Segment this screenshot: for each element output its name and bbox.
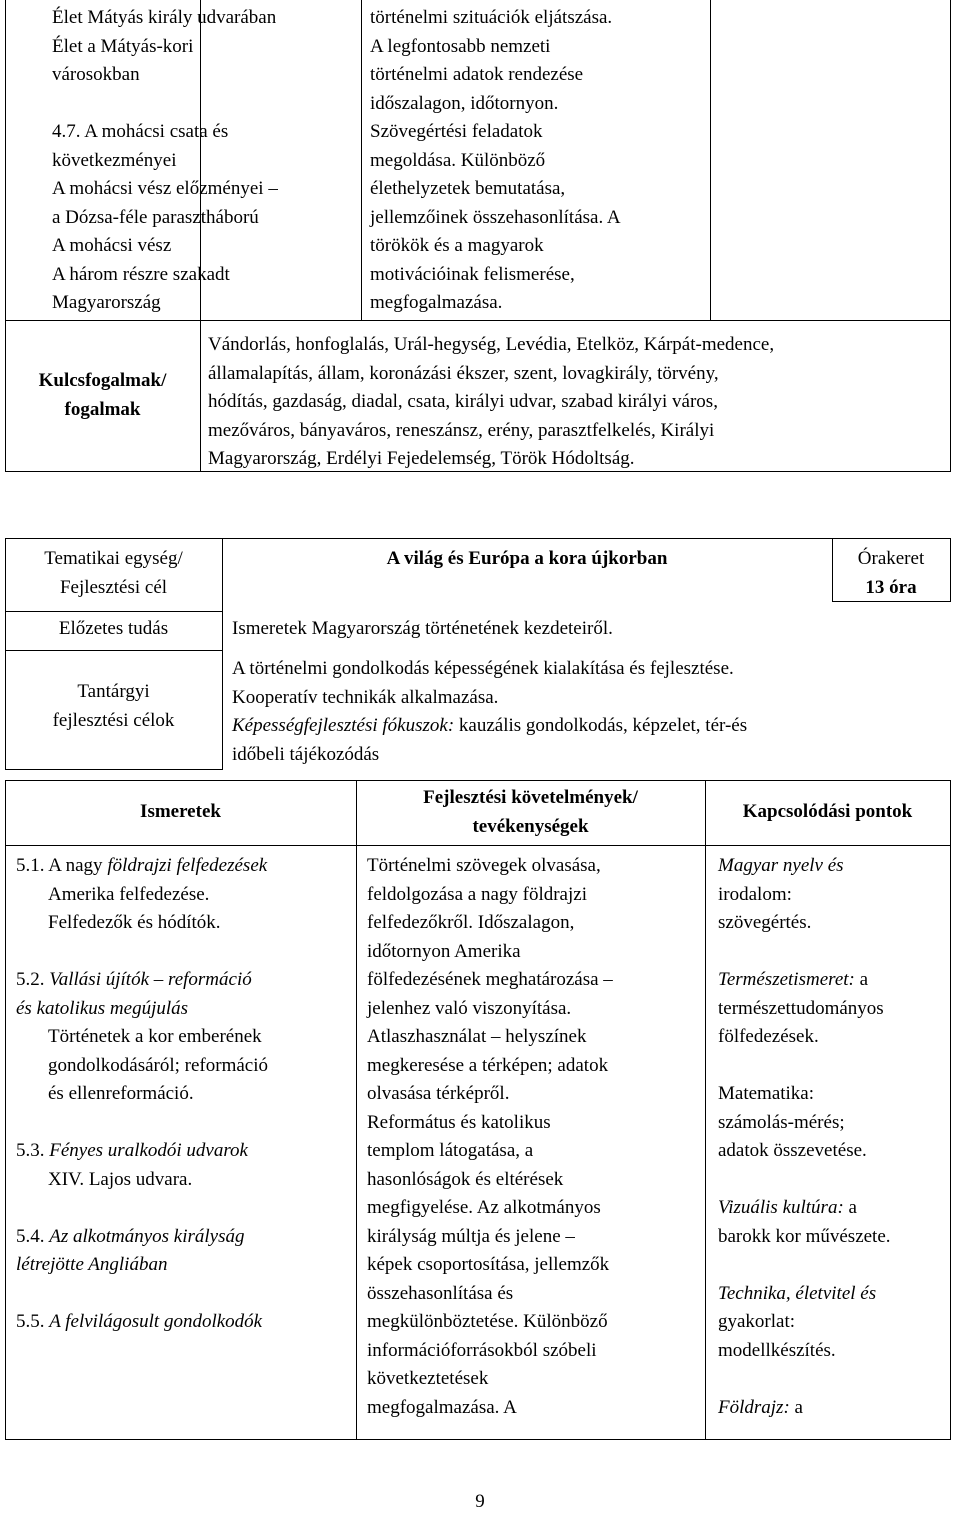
- requirements-line: időtornyon Amerika: [367, 940, 521, 962]
- connection-subject: Matematika:: [718, 1083, 815, 1104]
- spacer: [16, 1109, 268, 1138]
- t2-goals-label-line: fejlesztési célok: [52, 709, 175, 731]
- t1-concepts-line: Vándorlás, honfoglalás, Urál-hegység, Levédia, Etelköz, Kárpát-medence,: [208, 334, 775, 355]
- t2-hours-cell: [832, 545, 950, 602]
- spacer: [718, 1365, 891, 1394]
- knowledge-subitem: Amerika felfedezése.: [48, 883, 210, 905]
- t3-knowledge-cell: [16, 852, 268, 1337]
- section-title-cont: létrejötte Angliában: [16, 1254, 168, 1275]
- t1-left-line: A mohácsi vész: [52, 235, 172, 256]
- page-number: 9: [475, 1491, 485, 1512]
- knowledge-section-5-4: [16, 1223, 268, 1252]
- connection-subject-cont: irodalom:: [718, 883, 792, 905]
- connection-subject-cont: gyakorlat:: [718, 1311, 796, 1332]
- t2-hours-value: 13 óra: [865, 576, 917, 598]
- connection-subject: Magyar nyelv és: [718, 855, 844, 876]
- connection-subject: Földrajz:: [718, 1396, 790, 1418]
- requirements-line: hasonlóságok és eltérések: [367, 1168, 564, 1190]
- t1-left-line: 4.7. A mohácsi csata és: [52, 121, 229, 142]
- knowledge-subitem: gondolkodásáról; reformáció: [48, 1054, 269, 1076]
- t1-concepts-label-line: Kulcsfogalmak/: [38, 370, 167, 391]
- t2-hours-label: Órakeret: [857, 548, 925, 569]
- t1-mid-line: élethelyzetek bemutatása,: [370, 178, 566, 199]
- t2-goals-focus-text: kauzális gondolkodás, képzelet, tér-és: [454, 715, 748, 736]
- t1-col-divider-2: [361, 0, 362, 320]
- t2-goals-label: [5, 678, 222, 735]
- knowledge-subitem: Történetek a kor emberének: [48, 1026, 262, 1047]
- t2-goals-label-line: Tantárgyi: [77, 681, 150, 702]
- knowledge-section-5-1: [16, 852, 268, 881]
- requirements-line: információforrásokból szóbeli: [367, 1339, 597, 1361]
- t2-goals-line: [232, 712, 747, 741]
- requirements-line: Református és katolikus: [367, 1111, 551, 1133]
- requirements-line: következtetések: [367, 1368, 489, 1389]
- spacer: [16, 1280, 268, 1309]
- t2-goals-text: [232, 655, 747, 769]
- connection-detail: modellkészítés.: [718, 1339, 836, 1361]
- spacer: [16, 938, 268, 967]
- t2-goals-line: Kooperatív technikák alkalmazása.: [232, 686, 499, 708]
- t3-right-border: [950, 780, 951, 1440]
- knowledge-section-5-2: [16, 966, 268, 995]
- t1-left-line: A három részre szakadt: [52, 263, 230, 285]
- connection-detail: a: [843, 1197, 857, 1218]
- knowledge-section-5-5: [16, 1308, 268, 1337]
- t3-header-requirements-line: tevékenységek: [472, 815, 589, 837]
- requirements-line: Történelmi szövegek olvasása,: [367, 855, 601, 876]
- knowledge-subitem: Felfedezők és hódítók.: [48, 912, 221, 933]
- section-number: 5.3.: [16, 1140, 50, 1161]
- t1-mid-line: történelmi szituációk eljátszása.: [370, 7, 613, 28]
- t1-concepts-line: államalapítás, állam, koronázási ékszer, szent, lovagkirály, törvény,: [208, 362, 719, 384]
- t2-prior-text: Ismeretek Magyarország történetének kezdeteiről.: [232, 618, 613, 639]
- t3-bottom-border: [5, 1439, 951, 1440]
- requirements-line: templom látogatása, a: [367, 1140, 534, 1161]
- knowledge-section-5-3: [16, 1137, 268, 1166]
- connection-subject: Vizuális kultúra:: [718, 1197, 844, 1218]
- t2-top-border: [5, 538, 951, 539]
- t1-mid-line: időszalagon, időtornyon.: [370, 92, 559, 114]
- spacer: [718, 1052, 891, 1081]
- knowledge-subitem: és ellenreformáció.: [48, 1083, 194, 1104]
- t3-header-requirements-line: Fejlesztési követelmények/: [423, 787, 638, 808]
- t3-header-connections: Kapcsolódási pontok: [742, 801, 913, 822]
- t2-right-border: [950, 538, 951, 601]
- t1-mid-line: Szövegértési feladatok: [370, 121, 543, 142]
- t1-col-divider-3: [710, 0, 711, 320]
- t2-unit-label: [5, 545, 222, 602]
- section-number: 5.2.: [16, 969, 50, 990]
- t1-left-line: városokban: [52, 64, 140, 85]
- t1-left-line: a Dózsa-féle parasztháború: [52, 206, 259, 228]
- connection-detail: szövegértés.: [718, 912, 812, 933]
- requirements-line: királyság múltja és jelene –: [367, 1225, 575, 1247]
- section-number: 5.4.: [16, 1225, 50, 1247]
- requirements-line: felfedezőkről. Időszalagon,: [367, 912, 575, 933]
- spacer: [718, 938, 891, 967]
- section-title: Vallási újítók – reformáció: [49, 969, 252, 990]
- knowledge-subitem: XIV. Lajos udvara.: [48, 1168, 193, 1190]
- t2-label-bottom: [5, 769, 223, 770]
- t1-left-line: [52, 90, 278, 119]
- t1-concepts-text: [208, 331, 774, 474]
- section-prefix: A nagy: [48, 855, 108, 876]
- t1-mid-line: motivációinak felismerése,: [370, 263, 575, 285]
- t1-concepts-line: hódítás, gazdaság, diadal, csata, királyi udvar, szabad királyi város,: [208, 391, 718, 412]
- requirements-line: megkeresése a térképen; adatok: [367, 1054, 609, 1076]
- requirements-line: megkülönböztetése. Különböző: [367, 1311, 608, 1332]
- section-title: Az alkotmányos királyság: [49, 1225, 245, 1247]
- requirements-line: Atlaszhasználat – helyszínek: [367, 1026, 587, 1047]
- t3-header-divider: [5, 845, 951, 846]
- t2-goals-line: időbeli tájékozódás: [232, 743, 380, 765]
- section-number: 5.5.: [16, 1311, 50, 1332]
- t3-col-divider-2: [705, 780, 706, 1440]
- t2-unit-label-line: Fejlesztési cél: [59, 576, 168, 598]
- requirements-line: megfogalmazása. A: [367, 1396, 517, 1418]
- t1-left-line: A mohácsi vész előzményei –: [52, 178, 278, 199]
- t3-requirements-cell: [367, 852, 613, 1422]
- spacer: [718, 1251, 891, 1280]
- connection-detail: a: [854, 969, 869, 990]
- connection-detail: fölfedezések.: [718, 1026, 819, 1047]
- t3-header-knowledge: Ismeretek: [140, 801, 221, 822]
- connection-detail: természettudományos: [718, 997, 884, 1019]
- t2-goals-focus-label: Képességfejlesztési fókuszok:: [232, 715, 455, 736]
- t2-prior-label: Előzetes tudás: [58, 618, 169, 639]
- requirements-line: képek csoportosítása, jellemzők: [367, 1254, 610, 1275]
- t3-header-requirements: [356, 784, 705, 841]
- connection-detail: adatok összevetése.: [718, 1140, 867, 1161]
- t1-mid-line: jellemzőinek összehasonlítása. A: [370, 206, 621, 228]
- connection-entry: [718, 1394, 891, 1423]
- section-title: Fényes uralkodói udvarok: [49, 1140, 248, 1161]
- requirements-line: megfigyelése. Az alkotmányos: [367, 1197, 601, 1218]
- t1-left-line: Élet a Mátyás-kori: [52, 35, 194, 57]
- section-title-cont: és katolikus megújulás: [16, 997, 189, 1019]
- requirements-line: fölfedezésének meghatározása –: [367, 969, 613, 990]
- t1-mid-line: A legfontosabb nemzeti: [370, 35, 551, 57]
- t3-left-border: [5, 780, 6, 1440]
- connection-entry: [718, 966, 891, 995]
- spacer: [16, 1194, 268, 1223]
- requirements-line: feldolgozása a nagy földrajzi: [367, 883, 587, 905]
- t1-concepts-line: Magyarország, Erdélyi Fejedelemség, Török Hódoltság.: [208, 448, 635, 469]
- t1-concepts-label: [5, 367, 200, 424]
- t2-label-row-divider-2: [5, 650, 223, 651]
- t1-concepts-line: mezőváros, bányaváros, reneszánsz, erény, parasztfelkelés, Királyi: [208, 419, 715, 441]
- t2-unit-label-line: Tematikai egység/: [44, 548, 183, 569]
- requirements-line: összehasonlítása és: [367, 1282, 514, 1304]
- section-title: A felvilágosult gondolkodók: [49, 1311, 263, 1332]
- spacer: [718, 1166, 891, 1195]
- t3-connections-cell: [718, 852, 891, 1422]
- t1-mid-line: történelmi adatok rendezése: [370, 64, 584, 85]
- t1-row-divider: [5, 320, 951, 321]
- t1-mid-line: törökök és a magyarok: [370, 235, 544, 256]
- t1-right-border: [950, 0, 951, 472]
- t1-row1-middle-cell: [370, 4, 621, 318]
- t1-row1-left-cell: [52, 4, 278, 318]
- connection-detail: a: [789, 1396, 803, 1418]
- connection-detail: számolás-mérés;: [718, 1111, 845, 1133]
- connection-detail: barokk kor művészete.: [718, 1225, 891, 1247]
- t1-left-line: következményei: [52, 149, 177, 171]
- requirements-line: jelenhez való viszonyítása.: [367, 997, 572, 1019]
- section-number: 5.1.: [16, 855, 49, 876]
- t1-mid-line: megoldása. Különböző: [370, 149, 546, 171]
- t3-col-divider-1: [356, 780, 357, 1440]
- t1-concepts-label-line: fogalmak: [64, 398, 141, 420]
- t2-unit-title: A világ és Európa a kora újkorban: [386, 548, 668, 569]
- connection-subject: Technika, életvitel és: [718, 1282, 877, 1304]
- t3-top-border: [5, 780, 951, 781]
- t1-left-line: Magyarország: [52, 292, 161, 313]
- connection-entry: [718, 1194, 891, 1223]
- t2-goals-line: A történelmi gondolkodás képességének kialakítása és fejlesztése.: [232, 658, 734, 679]
- connection-subject: Természetismeret:: [718, 969, 855, 990]
- t1-left-line: Élet Mátyás király udvarában: [52, 7, 277, 28]
- t2-label-row-divider-1: [5, 611, 223, 612]
- t1-mid-line: megfogalmazása.: [370, 292, 503, 313]
- requirements-line: olvasása térképről.: [367, 1083, 510, 1104]
- section-title: földrajzi felfedezések: [107, 855, 268, 876]
